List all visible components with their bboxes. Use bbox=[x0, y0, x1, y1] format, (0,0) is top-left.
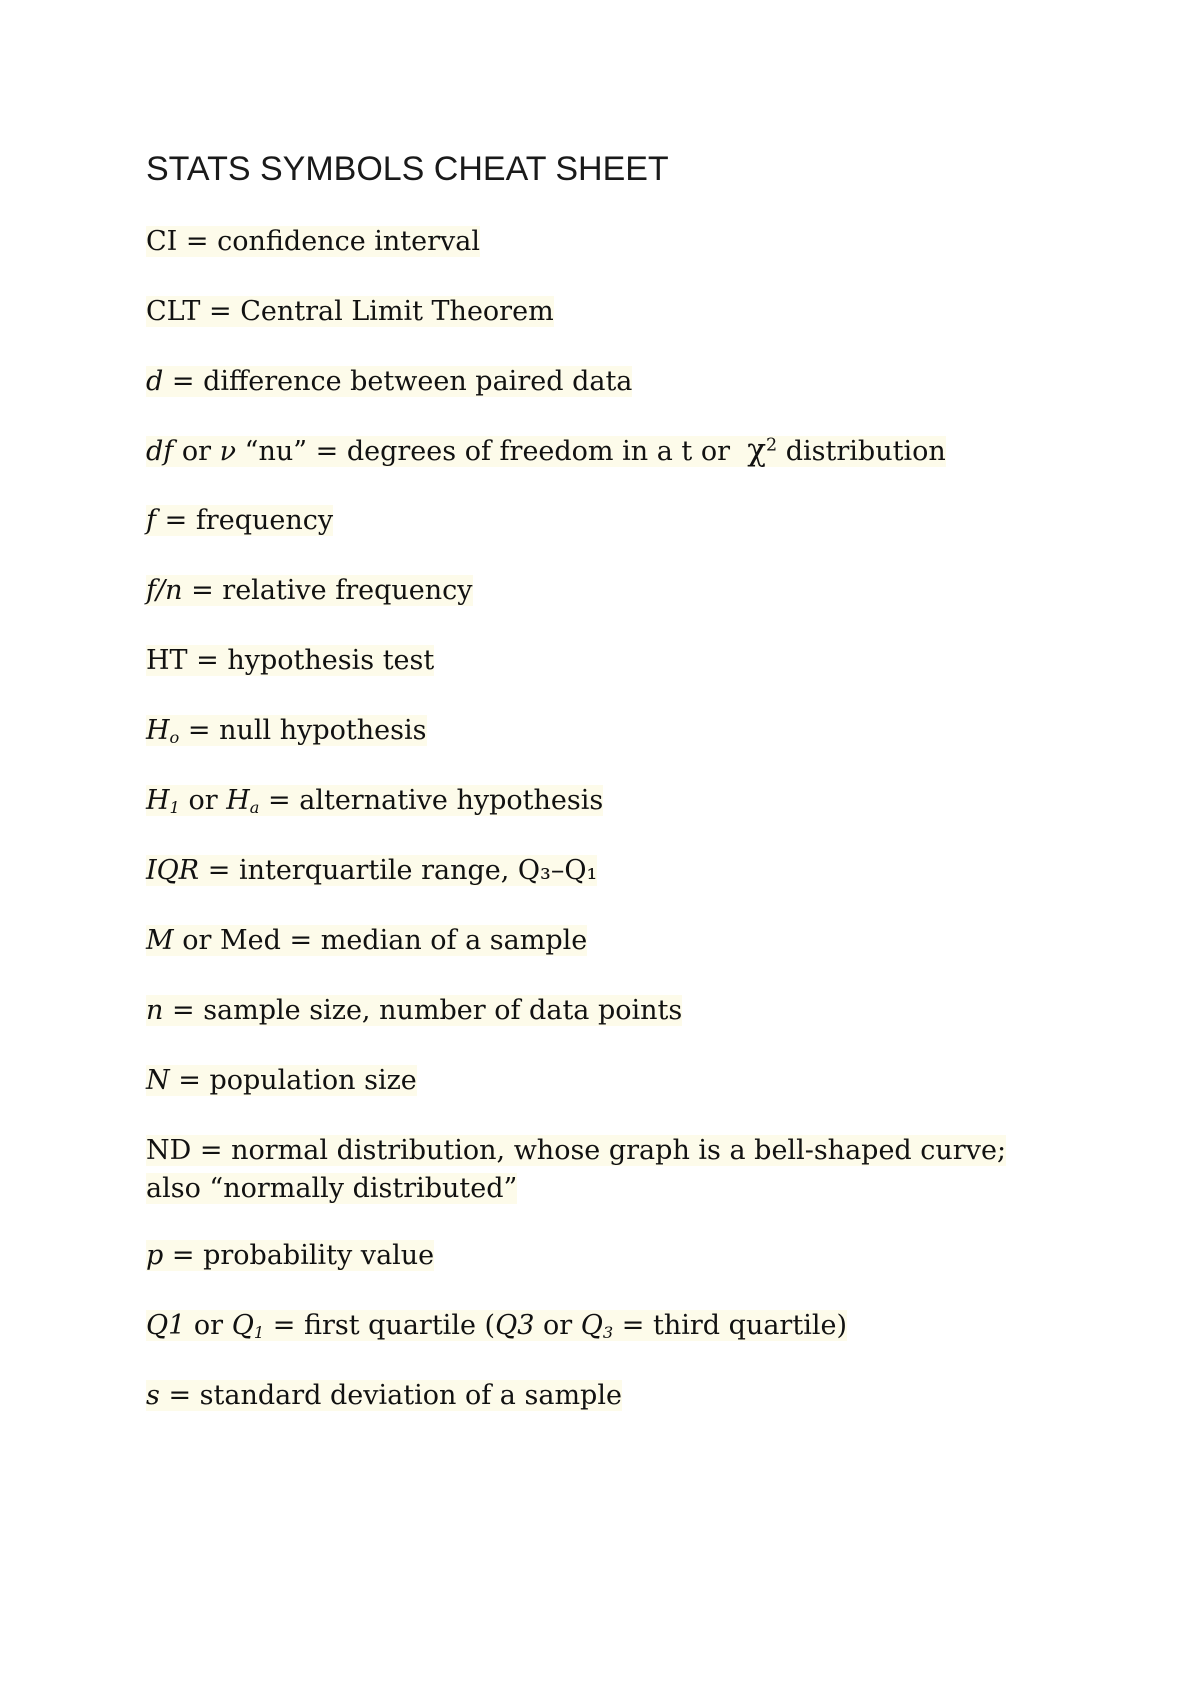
definition: Central Limit Theorem bbox=[240, 296, 554, 327]
nu-symbol: ν bbox=[219, 436, 237, 467]
definition: degrees of freedom in a t or bbox=[346, 436, 731, 467]
definition: median of a sample bbox=[320, 925, 588, 956]
definition: difference between paired data bbox=[203, 366, 633, 397]
definition: alternative hypothesis bbox=[299, 785, 604, 816]
definition: hypothesis test bbox=[227, 645, 435, 676]
definition: relative frequency bbox=[222, 575, 473, 606]
entry-s: s = standard deviation of a sample bbox=[146, 1380, 622, 1411]
entry-ci: CI = confidence interval bbox=[146, 226, 480, 257]
term: ND bbox=[146, 1135, 192, 1166]
entry-q1: Q1 or $Q_1$ = first quartile (Q3 or $Q_3$ = third quartile) bbox=[146, 1310, 847, 1343]
entry-nd: ND = normal distribution, whose graph is a bell-shaped curve; also “normally distributed” bbox=[146, 1135, 1007, 1204]
term: H bbox=[146, 715, 170, 746]
term: f bbox=[146, 505, 156, 536]
term: d bbox=[146, 366, 164, 397]
entry-m: M or Med = median of a sample bbox=[146, 925, 588, 956]
term: CLT bbox=[146, 296, 201, 327]
entry-n: n = sample size, number of data points bbox=[146, 995, 683, 1026]
term: s bbox=[146, 1380, 160, 1411]
definition: standard deviation of a sample bbox=[199, 1380, 622, 1411]
definition: null hypothesis bbox=[219, 715, 427, 746]
definition: interquartile range, Q₃–Q₁ bbox=[238, 855, 598, 886]
term: M bbox=[146, 925, 174, 956]
entry-p: p = probability value bbox=[146, 1240, 435, 1271]
term: H bbox=[146, 785, 170, 816]
entry-f: f = frequency bbox=[146, 505, 334, 536]
term: CI bbox=[146, 226, 178, 257]
entry-fn: f/n = relative frequency bbox=[146, 575, 473, 606]
definition: normal distribution, whose graph is a bell-shaped curve; bbox=[231, 1135, 1007, 1166]
entry-d: d = difference between paired data bbox=[146, 366, 633, 397]
definition: population size bbox=[209, 1065, 417, 1096]
term: Q1 bbox=[146, 1310, 186, 1341]
definition: probability value bbox=[203, 1240, 435, 1271]
definition: confidence interval bbox=[217, 226, 480, 257]
definition-continued: also “normally distributed” bbox=[146, 1173, 518, 1204]
definition: sample size, number of data points bbox=[203, 995, 683, 1026]
entry-h0: $H_o$ = null hypothesis bbox=[146, 715, 427, 748]
term: p bbox=[146, 1240, 164, 1271]
entry-big-n: N = population size bbox=[146, 1065, 417, 1096]
term: IQR bbox=[146, 855, 200, 886]
definition: frequency bbox=[195, 505, 334, 536]
term: n bbox=[146, 995, 164, 1026]
term: f/n bbox=[146, 575, 183, 606]
definition: first quartile bbox=[303, 1310, 476, 1341]
entry-df: df or ν “nu” = degrees of freedom in a t or $\chi^2$ distribution bbox=[146, 432, 946, 468]
page-title: STATS SYMBOLS CHEAT SHEET bbox=[146, 150, 669, 188]
entry-iqr: IQR = interquartile range, Q₃–Q₁ bbox=[146, 855, 598, 886]
term: N bbox=[146, 1065, 170, 1096]
entry-clt: CLT = Central Limit Theorem bbox=[146, 296, 554, 327]
term: df bbox=[146, 436, 174, 467]
term: HT bbox=[146, 645, 188, 676]
entry-h1: $H_1$ or $H_a$ = alternative hypothesis bbox=[146, 785, 604, 818]
entry-ht: HT = hypothesis test bbox=[146, 645, 435, 676]
chi-symbol: χ bbox=[747, 432, 767, 468]
